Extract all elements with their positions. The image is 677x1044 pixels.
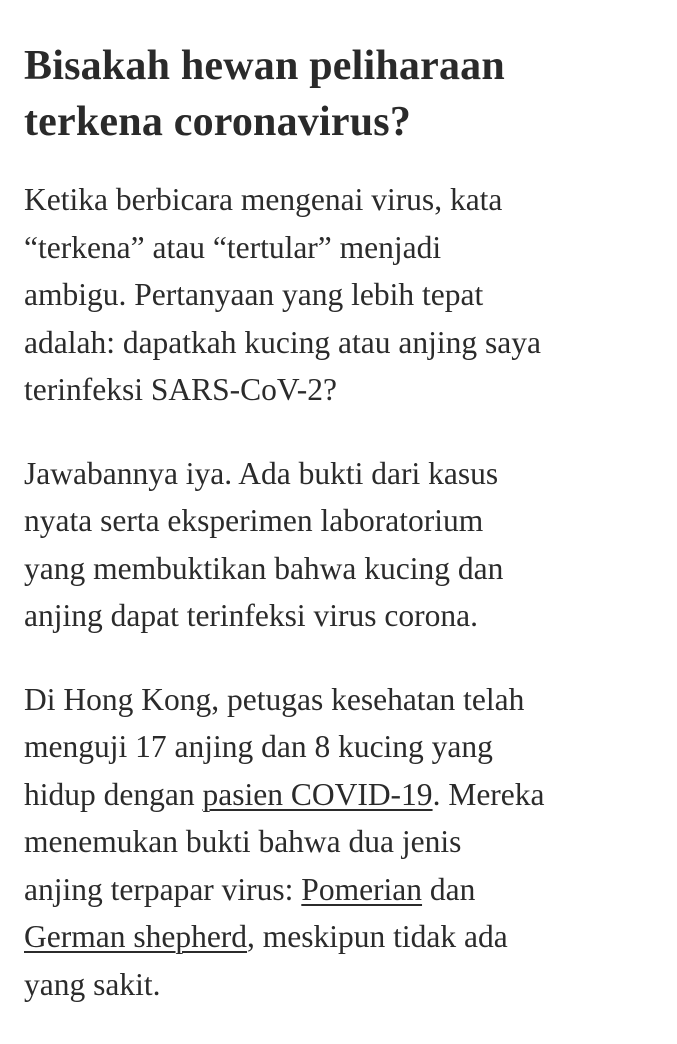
text-fragment: dan [422, 871, 476, 907]
text-line: Di Hong Kong, petugas kesehatan telah [24, 681, 525, 717]
text-line: menguji 17 anjing dan 8 kucing yang [24, 729, 493, 764]
text-fragment: anjing terpapar virus: [24, 871, 302, 907]
text-line: Ketika berbicara mengenai virus, kata [24, 182, 503, 217]
link-pomerian[interactable]: Pomerian [301, 871, 423, 907]
text-line: yang membuktikan bahwa kucing dan [24, 550, 504, 586]
text-line: “terkena” atau “tertular” menjadi [24, 229, 442, 265]
text-line: yang sakit. [24, 966, 161, 1002]
text-line: Jawabannya iya. Ada bukti dari kasus [24, 455, 499, 491]
title-line: Bisakah hewan peliharaan [24, 43, 505, 89]
paragraph-intro [24, 176, 664, 414]
title-line: terkena coronavirus? [24, 99, 412, 145]
text-fragment: , meskipun tidak ada [247, 919, 508, 954]
text-line: menemukan bukti bahwa dua jenis [24, 824, 462, 859]
text-line: terinfeksi SARS-CoV-2? [24, 372, 337, 407]
link-german-shepherd[interactable]: German shepherd [24, 919, 248, 954]
text-line: adalah: dapatkah kucing atau anjing saya [24, 324, 541, 360]
text-line: nyata serta eksperimen laboratorium [24, 503, 484, 538]
text-fragment: . Mereka [432, 776, 545, 812]
article [24, 38, 664, 1044]
text-fragment: hidup dengan [24, 776, 203, 812]
article-title [24, 38, 664, 150]
text-line: ambigu. Pertanyaan yang lebih tepat [24, 277, 484, 312]
paragraph-answer [24, 450, 664, 640]
text-line: anjing dapat terinfeksi virus corona. [24, 598, 478, 633]
link-covid-patients[interactable]: pasien COVID-19 [202, 776, 433, 812]
paragraph-hong-kong [24, 676, 664, 1009]
